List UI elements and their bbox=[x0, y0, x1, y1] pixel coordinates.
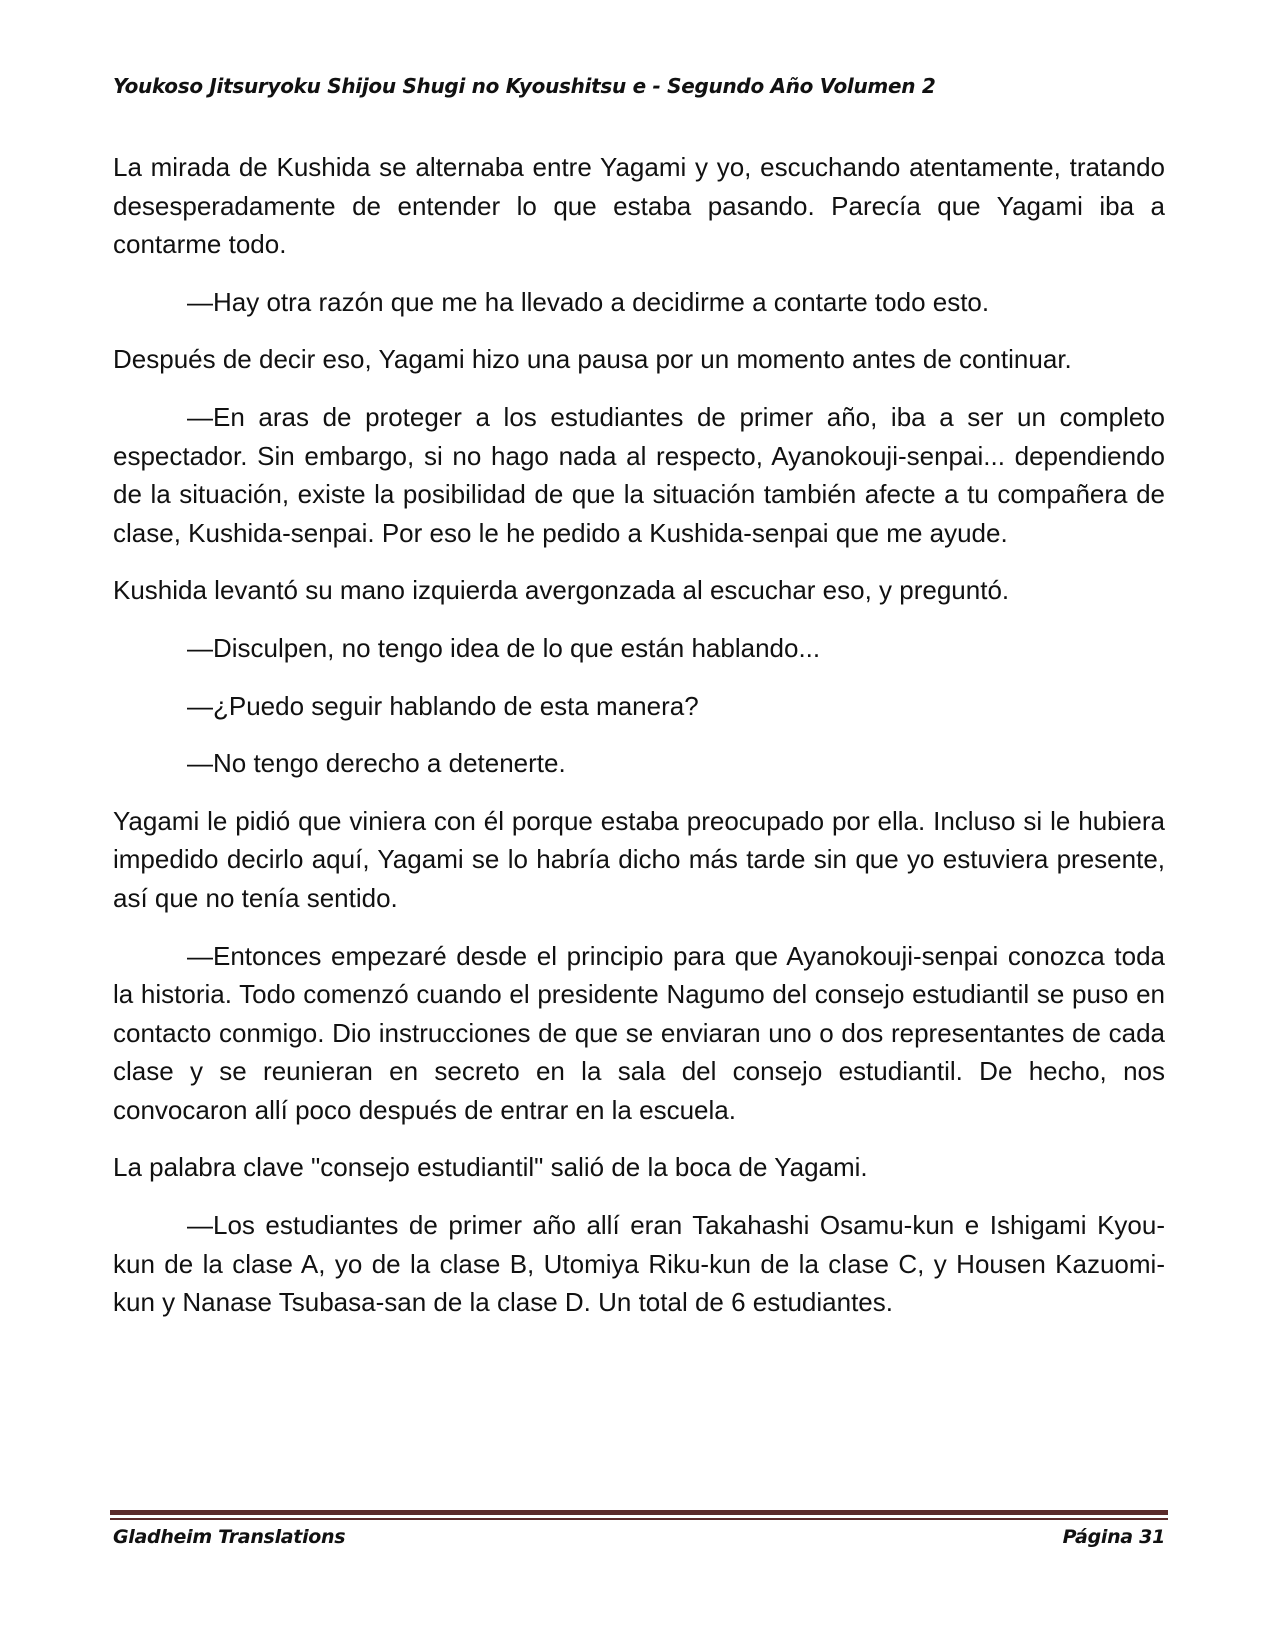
dialogue-paragraph: —Los estudiantes de primer año allí eran Takahashi Osamu-kun e Ishigami Kyou-kun de la clase A, yo de la clase B, Utomiya Riku-kun de la clase C, y Housen Kazuomi-kun y Nanase Tsubasa-san de la clase D. Un total de 6 estudiantes. bbox=[113, 1210, 1165, 1318]
footer-rule-thin bbox=[110, 1518, 1168, 1520]
dialogue-paragraph: —Entonces empezaré desde el principio para que Ayanokouji-senpai conozca toda la historia. Todo comenzó cuando el presidente Nagumo del consejo estudiantil se puso en contacto conmigo. Dio instrucciones de que se enviaran uno o dos representantes de cada clase y se reunieran en secreto en la sala del consejo estudiantil. De hecho, nos convocaron allí poco después de entrar en la escuela. bbox=[113, 940, 1165, 1125]
dialogue-paragraph: —¿Puedo seguir hablando de esta manera? bbox=[187, 690, 699, 721]
dialogue-paragraph: —Disculpen, no tengo idea de lo que están hablando... bbox=[187, 632, 821, 663]
paragraph: La mirada de Kushida se alternaba entre Yagami y yo, escuchando atentamente, tratando desesperadamente de entender lo que estaba pasando. Parecía que Yagami iba a contarme todo. bbox=[113, 152, 1165, 260]
paragraph: Después de decir eso, Yagami hizo una pausa por un momento antes de continuar. bbox=[113, 344, 1072, 375]
dialogue-paragraph: —Hay otra razón que me ha llevado a decidirme a contarte todo esto. bbox=[187, 286, 990, 317]
running-header: Youkoso Jitsuryoku Shijou Shugi no Kyoushitsu e - Segundo Año Volumen 2 bbox=[113, 74, 936, 98]
dialogue-paragraph: —No tengo derecho a detenerte. bbox=[187, 748, 566, 779]
paragraph: Kushida levantó su mano izquierda avergonzada al escuchar eso, y preguntó. bbox=[113, 575, 1010, 606]
page-body bbox=[113, 148, 1165, 1341]
footer-translator: Gladheim Translations bbox=[113, 1526, 346, 1548]
footer-page-number: Página 31 bbox=[1062, 1526, 1165, 1548]
paragraph: La palabra clave "consejo estudiantil" salió de la boca de Yagami. bbox=[113, 1152, 868, 1183]
footer-rule-thick bbox=[110, 1510, 1168, 1515]
dialogue-paragraph: —En aras de proteger a los estudiantes de primer año, iba a ser un completo espectador. Sin embargo, si no hago nada al respecto, Ayanokouji-senpai... dependiendo de la situación, existe la posibilidad de que la situación también afecte a tu compañera de clase, Kushida-senpai. Por eso le he pedido a Kushida-senpai que me ayude. bbox=[113, 401, 1165, 548]
paragraph: Yagami le pidió que viniera con él porque estaba preocupado por ella. Incluso si le hubiera impedido decirlo aquí, Yagami se lo habría dicho más tarde sin que yo estuviera presente, así que no tenía sentido. bbox=[113, 805, 1165, 913]
